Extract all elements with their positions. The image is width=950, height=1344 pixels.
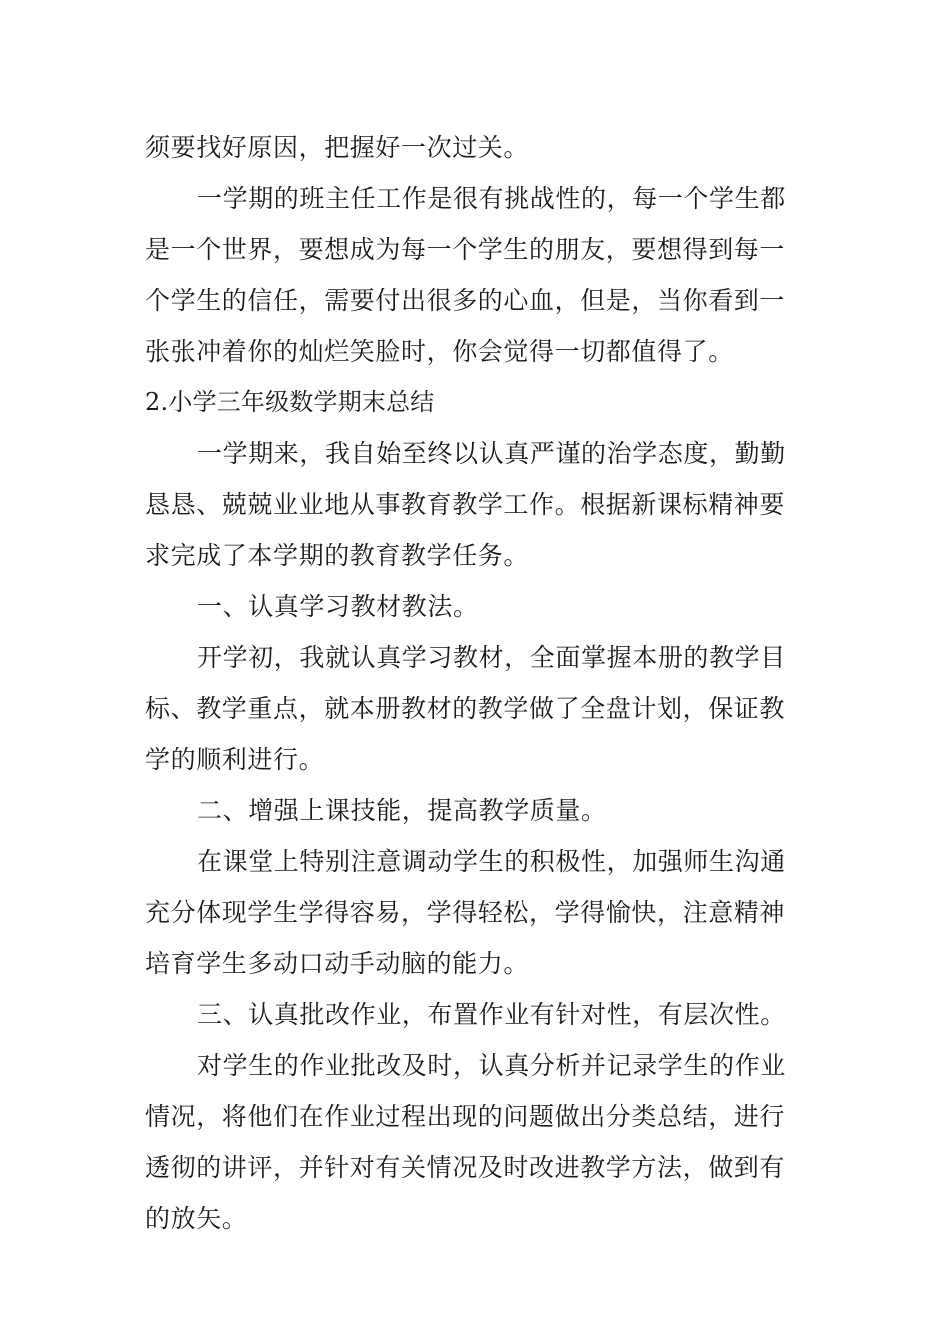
text-line: 是一个世界，要想成为每一个学生的朋友，要想得到每一 [145,235,786,264]
subheading: 一、认真学习教材教法。 [197,592,479,621]
text-line: 情况，将他们在作业过程出现的问题做出分类总结，进行 [145,1102,786,1131]
text-line: 一学期的班主任工作是很有挑战性的，每一个学生都 [197,184,786,213]
text-line: 充分体现学生学得容易，学得轻松，学得愉快，注意精神 [145,898,786,927]
section-heading: 2.小学三年级数学期末总结 [145,388,435,416]
text-line: 须要找好原因，把握好一次过关。 [145,133,530,162]
subheading: 二、增强上课技能，提高教学质量。 [197,796,607,825]
text-line: 学的顺利进行。 [145,745,325,774]
text-line: 标、教学重点，就本册教材的教学做了全盘计划，保证教 [145,694,786,723]
document-page [145,122,807,1244]
text-line: 张张冲着你的灿烂笑脸时，你会觉得一切都值得了。 [145,337,734,366]
subheading: 三、认真批改作业，布置作业有针对性，有层次性。 [197,1000,786,1029]
text-line: 在课堂上特别注意调动学生的积极性，加强师生沟通 [197,847,786,876]
text-line: 一学期来，我自始至终以认真严谨的治学态度，勤勤 [197,439,786,468]
text-line: 对学生的作业批改及时，认真分析并记录学生的作业 [197,1051,786,1080]
text-line: 恳恳、兢兢业业地从事教育教学工作。根据新课标精神要 [145,490,786,519]
text-line: 开学初，我就认真学习教材，全面掌握本册的教学目 [197,643,786,672]
text-line: 的放矢。 [145,1204,248,1233]
text-line: 求完成了本学期的教育教学任务。 [145,541,530,570]
text-line: 透彻的讲评，并针对有关情况及时改进教学方法，做到有 [145,1153,786,1182]
text-line: 个学生的信任，需要付出很多的心血，但是，当你看到一 [145,286,786,315]
text-line: 培育学生多动口动手动脑的能力。 [145,949,530,978]
